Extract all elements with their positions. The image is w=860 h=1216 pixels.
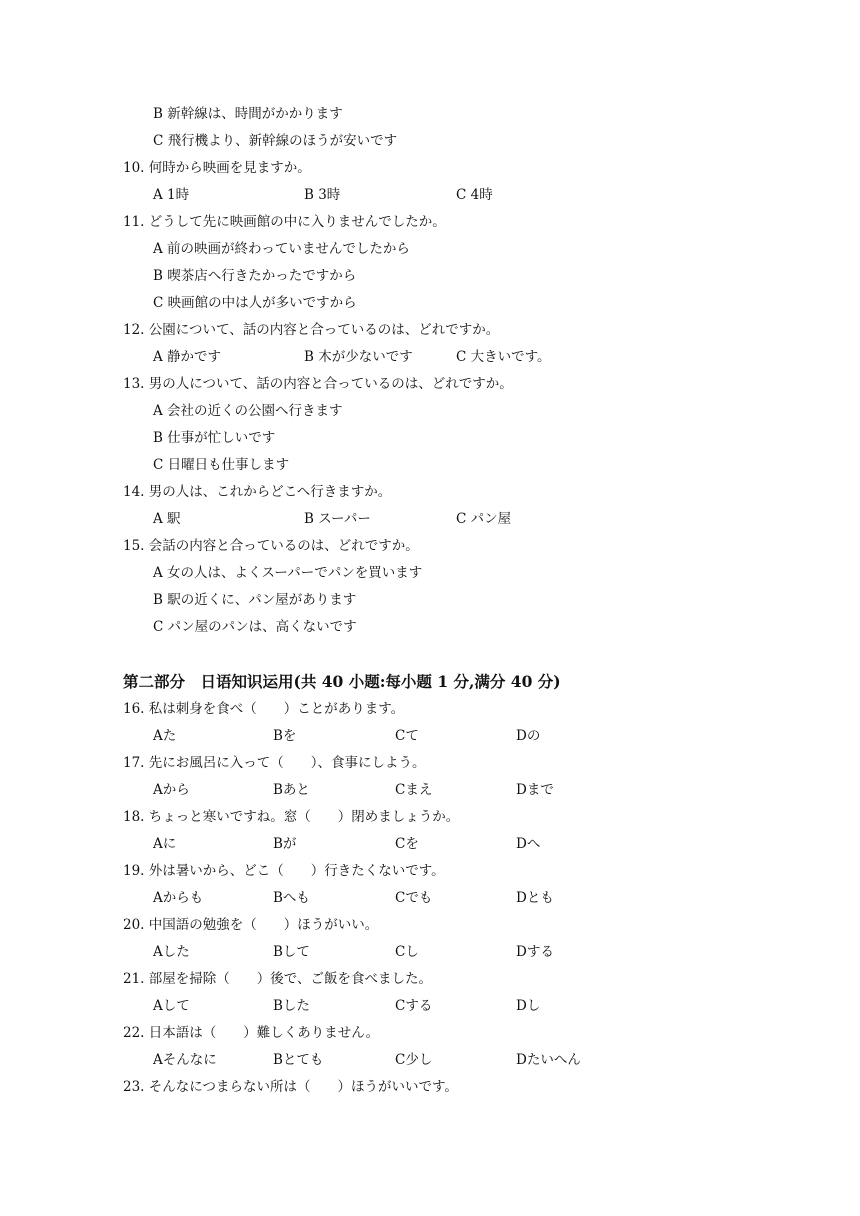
option-c: Cし	[395, 944, 419, 960]
question-text: 17. 先にお風呂に入って（ ）、食事にしよう。	[123, 755, 426, 771]
option-b: Bへも	[273, 890, 310, 906]
q13-option-a: A 会社の近くの公園へ行きます	[153, 403, 343, 419]
q11-question: 11. どうして先に映画館の中に入りませんでしたか。	[123, 214, 446, 230]
option-a: Aそんなに	[153, 1052, 217, 1068]
option-c: Cでも	[395, 890, 433, 906]
q11-option-b: B 喫茶店へ行きたかったですから	[153, 268, 357, 284]
section-title: 第二部分 日语知识运用(共 40 小题:每小题 1 分,满分 40 分)	[123, 672, 561, 691]
q13-option-c: C 日曜日も仕事します	[153, 457, 290, 473]
q14-option-b: B スーパー	[304, 511, 371, 527]
q15-option-a: A 女の人は、よくスーパーでパンを買います	[153, 565, 423, 581]
option-a: Aに	[153, 836, 177, 852]
option-b: Bとても	[273, 1052, 324, 1068]
q10-option-c: C 4時	[456, 187, 493, 203]
option-d: Dする	[516, 944, 554, 960]
q15-question: 15. 会話の内容と合っているのは、どれですか。	[123, 538, 419, 554]
option-d: Dし	[516, 998, 541, 1014]
q14-question: 14. 男の人は、これからどこへ行きますか。	[123, 484, 392, 500]
q9-option-b: B 新幹線は、時間がかかります	[153, 106, 343, 122]
question-text: 21. 部屋を掃除（ ）後で、ご飯を食べました。	[123, 971, 432, 987]
option-b: Bして	[273, 944, 310, 960]
q12-option-a: A 静かです	[153, 349, 222, 365]
q12-option-b: B 木が少ないです	[304, 349, 413, 365]
q14-option-a: A 駅	[153, 511, 181, 527]
option-b: Bした	[273, 998, 310, 1014]
q11-option-a: A 前の映画が終わっていませんでしたから	[153, 241, 410, 257]
question-text: 20. 中国語の勉強を（ ）ほうがいい。	[123, 917, 379, 933]
option-a: Aから	[153, 782, 190, 798]
q13-question: 13. 男の人について、話の内容と合っているのは、どれですか。	[123, 376, 513, 392]
question-text: 18. ちょっと寒いですね。窓（ ）閉めましょうか。	[123, 809, 460, 825]
q9-option-c: C 飛行機より、新幹線のほうが安いです	[153, 133, 398, 149]
option-c: Cて	[395, 728, 419, 744]
option-a: Aからも	[153, 890, 204, 906]
option-d: Dたいへん	[516, 1052, 581, 1068]
option-b: Bを	[273, 728, 297, 744]
option-a: Aして	[153, 998, 190, 1014]
q10-option-a: A 1時	[153, 187, 190, 203]
option-c: Cまえ	[395, 782, 433, 798]
q13-option-b: B 仕事が忙しいです	[153, 430, 276, 446]
option-b: Bあと	[273, 782, 310, 798]
q12-option-c: C 大きいです。	[456, 349, 551, 365]
q15-option-c: C パン屋のパンは、高くないです	[153, 619, 357, 635]
option-d: Dとも	[516, 890, 554, 906]
option-d: Dへ	[516, 836, 541, 852]
question-text: 16. 私は刺身を食べ（ ）ことがあります。	[123, 701, 405, 717]
q10-question: 10. 何時から映画を見ますか。	[123, 160, 311, 176]
q15-option-b: B 駅の近くに、パン屋があります	[153, 592, 357, 608]
option-b: Bが	[273, 836, 297, 852]
question-text: 23. そんなにつまらない所は（ ）ほうがいいです。	[123, 1079, 458, 1095]
q12-question: 12. 公園について、話の内容と合っているのは、どれですか。	[123, 322, 500, 338]
question-text: 22. 日本語は（ ）難しくありません。	[123, 1025, 380, 1041]
option-c: Cを	[395, 836, 419, 852]
question-text: 19. 外は暑いから、どこ（ ）行きたくないです。	[123, 863, 445, 879]
option-a: Aた	[153, 728, 177, 744]
option-d: Dの	[516, 728, 541, 744]
q14-option-c: C パン屋	[456, 511, 512, 527]
q10-option-b: B 3時	[304, 187, 341, 203]
option-a: Aした	[153, 944, 190, 960]
option-d: Dまで	[516, 782, 554, 798]
q11-option-c: C 映画館の中は人が多いですから	[153, 295, 357, 311]
option-c: C少し	[395, 1052, 433, 1068]
option-c: Cする	[395, 998, 433, 1014]
